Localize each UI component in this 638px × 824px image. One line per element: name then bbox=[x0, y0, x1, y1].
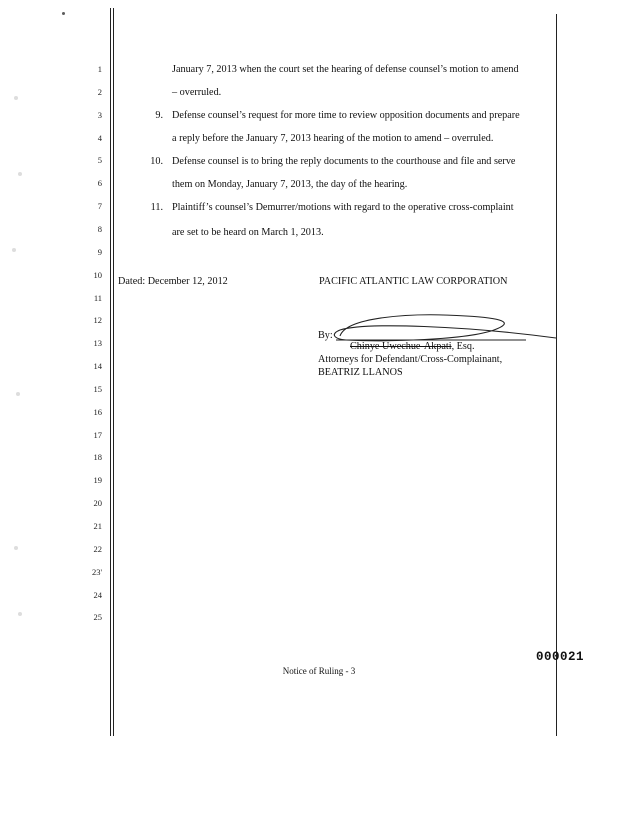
line-number: 25 bbox=[93, 612, 102, 623]
dated-line: Dated: December 12, 2012 bbox=[118, 276, 228, 287]
line-number: 2 bbox=[97, 86, 102, 97]
line-number: 23' bbox=[91, 566, 102, 577]
client-name: BEATRIZ LLANOS bbox=[318, 367, 403, 378]
body-line: are set to be heard on March 1, 2013. bbox=[172, 227, 324, 238]
line-number: 8 bbox=[97, 223, 102, 234]
item-number: 9. bbox=[155, 110, 163, 121]
line-number: 13 bbox=[93, 338, 102, 349]
left-margin-rule-inner bbox=[113, 8, 114, 736]
item-number: 11. bbox=[150, 202, 163, 213]
body-line: Plaintiff’s counsel’s Demurrer/motions with regard to the operative cross-complaint bbox=[172, 202, 514, 213]
line-number: 11 bbox=[93, 292, 102, 303]
line-number: 3 bbox=[97, 109, 102, 120]
line-number: 19 bbox=[93, 475, 102, 486]
by-label: By: bbox=[318, 330, 333, 341]
scan-speck bbox=[14, 546, 18, 550]
body-line: – overruled. bbox=[172, 87, 222, 98]
line-number: 22 bbox=[93, 543, 102, 554]
scan-speck bbox=[14, 96, 18, 100]
line-number: 20 bbox=[93, 498, 102, 509]
line-number: 14 bbox=[93, 361, 102, 372]
body-line: a reply before the January 7, 2013 hearing of the motion to amend – overruled. bbox=[172, 133, 494, 144]
line-number: 24 bbox=[93, 589, 102, 600]
body-line: Defense counsel is to bring the reply documents to the courthouse and file and serve bbox=[172, 156, 516, 167]
right-margin-rule bbox=[556, 14, 557, 736]
signer-name: Chinye Uwechue-Akpati bbox=[350, 341, 452, 352]
scan-speck bbox=[18, 612, 22, 616]
item-number: 10. bbox=[150, 156, 163, 167]
body-line: Defense counsel’s request for more time to review opposition documents and prepare bbox=[172, 110, 520, 121]
line-number: 9 bbox=[97, 246, 102, 257]
line-number: 1 bbox=[97, 64, 102, 74]
line-number: 6 bbox=[97, 178, 102, 189]
page-footer: Notice of Ruling - 3 bbox=[282, 666, 356, 676]
attorneys-for: Attorneys for Defendant/Cross-Complainant, bbox=[318, 354, 503, 365]
line-number: 15 bbox=[93, 383, 102, 394]
bates-number: 000021 bbox=[536, 650, 585, 664]
line-number: 7 bbox=[97, 201, 102, 212]
scan-speck bbox=[12, 248, 16, 252]
left-margin-rule-outer bbox=[110, 8, 111, 736]
line-number: 4 bbox=[97, 132, 102, 143]
signer-suffix: , Esq. bbox=[451, 341, 475, 352]
scan-speck bbox=[16, 392, 20, 396]
scan-speck bbox=[18, 172, 22, 176]
line-number: 10 bbox=[93, 269, 102, 280]
body-line: January 7, 2013 when the court set the hearing of defense counsel’s motion to amend bbox=[172, 64, 519, 75]
line-number: 5 bbox=[97, 155, 102, 166]
line-number: 21 bbox=[93, 521, 102, 531]
firm-name: PACIFIC ATLANTIC LAW CORPORATION bbox=[319, 276, 508, 287]
signer-line bbox=[350, 341, 474, 352]
line-number: 16 bbox=[93, 406, 102, 417]
line-number: 17 bbox=[93, 429, 102, 440]
scan-speck bbox=[62, 12, 65, 15]
body-line: them on Monday, January 7, 2013, the day of the hearing. bbox=[172, 179, 408, 190]
line-number: 18 bbox=[93, 452, 102, 463]
line-number: 12 bbox=[93, 315, 102, 326]
